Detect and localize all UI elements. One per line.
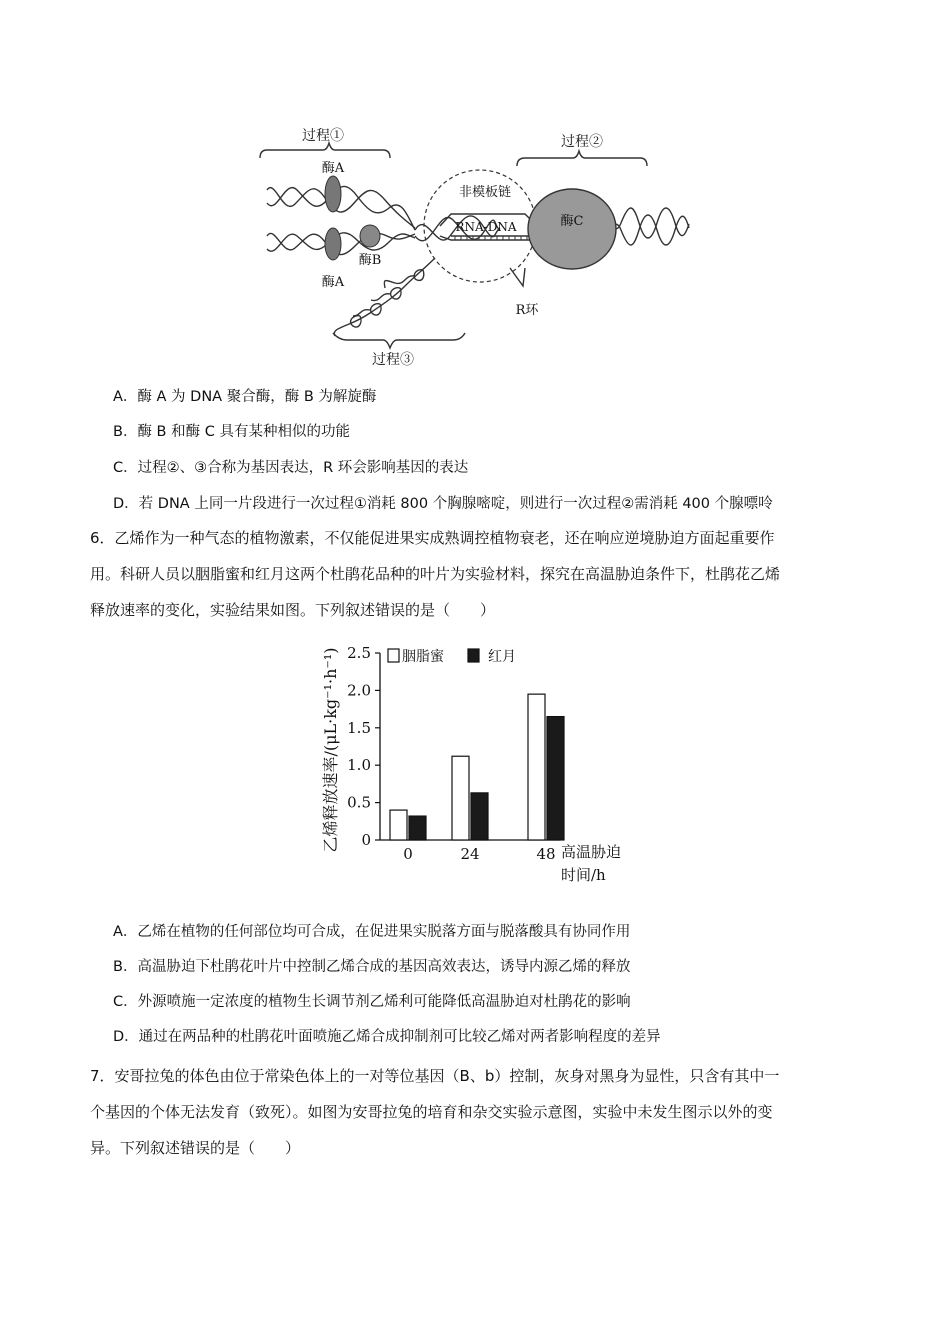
q5-diagram: [255, 118, 705, 373]
legend-swatch-hongyue: [468, 649, 479, 662]
q5-option-a: A．酶 A 为 DNA 聚合酶，酶 B 为解旋酶: [113, 389, 377, 405]
bar-hongyue-48: [547, 717, 564, 840]
enzyme-a-top-label: 酶A: [321, 161, 345, 176]
process2-label: 过程②: [561, 134, 603, 150]
x-tick-label: 24: [460, 845, 480, 863]
q6-option-b: B．高温胁迫下杜鹃花叶片中控制乙烯合成的基因高效表达，诱导内源乙烯的释放: [113, 959, 631, 975]
legend-label-hongyue: 红月: [488, 649, 516, 665]
x-tick-label: 48: [536, 845, 556, 863]
q6-option-d: D．通过在两品种的杜鹃花叶面喷施乙烯合成抑制剂可比较乙烯对两者影响程度的差异: [113, 1029, 661, 1045]
q5-option-b: B．酶 B 和酶 C 具有某种相似的功能: [113, 424, 350, 440]
r-loop-label: R环: [515, 303, 539, 318]
y-tick-label: 0.5: [347, 793, 371, 812]
q6-stem-line: 用。科研人员以胭脂蜜和红月这两个杜鹃花品种的叶片为实验材料，探究在高温胁迫条件下，杜鹃花乙烯: [90, 565, 781, 583]
non-template-label: 非模板链: [458, 185, 512, 200]
bar-yanzhimi-0: [390, 810, 407, 840]
bar-yanzhimi-24: [452, 756, 469, 840]
process3-label: 过程③: [372, 352, 414, 368]
y-tick-label: 2.0: [347, 681, 371, 700]
y-tick-label: 0: [361, 831, 371, 849]
q6-stem-line: 释放速率的变化，实验结果如图。下列叙述错误的是（ ）: [90, 601, 496, 619]
legend-swatch-yanzhimi: [388, 649, 399, 662]
legend-label-yanzhimi: 胭脂蜜: [402, 649, 444, 665]
y-tick-label: 2.5: [347, 644, 371, 662]
process1-label: 过程①: [302, 128, 344, 144]
q6-option-a: A．乙烯在植物的任何部位均可合成，在促进果实脱落方面与脱落酸具有协同作用: [113, 924, 631, 940]
q6-stem: [90, 520, 870, 628]
q5-option-c: C．过程②、③合称为基因表达，R 环会影响基因的表达: [113, 460, 469, 476]
bar-hongyue-0: [409, 816, 426, 840]
q7-stem-line: 异。下列叙述错误的是（ ）: [90, 1139, 301, 1157]
q7-stem: [90, 1058, 870, 1166]
y-tick-label: 1.5: [347, 718, 371, 737]
chart-xlabel-line2: 时间/h: [561, 866, 606, 884]
rna-dna-label: RNA-DNA: [455, 220, 517, 234]
q6-stem-line: 6．乙烯作为一种气态的植物激素，不仅能促进果实成熟调控植物衰老，还在响应逆境胁迫方面起重要作: [90, 529, 775, 547]
bar-yanzhimi-48: [528, 694, 545, 840]
q7-stem-line: 7．安哥拉兔的体色由位于常染色体上的一对等位基因（B、b）控制，灰身对黑身为显性，只含有其中一: [90, 1067, 780, 1085]
chart-ylabel: 乙烯释放速率/(μL·kg⁻¹·h⁻¹): [321, 647, 340, 853]
q5-option-d: D．若 DNA 上同一片段进行一次过程①消耗 800 个胸腺嘧啶，则进行一次过程②需消耗 400 个腺嘌呤: [113, 496, 773, 512]
q6-option-c: C．外源喷施一定浓度的植物生长调节剂乙烯利可能降低高温胁迫对杜鹃花的影响: [113, 994, 631, 1010]
enzyme-b-label: 酶B: [358, 253, 382, 268]
enzyme-c-label: 酶C: [560, 214, 584, 229]
bar-hongyue-24: [471, 793, 488, 840]
chart-xlabel-line1: 高温胁迫: [561, 843, 622, 861]
q6-bar-chart: [318, 640, 638, 885]
x-tick-label: 0: [403, 845, 413, 863]
y-tick-label: 1.0: [347, 756, 371, 775]
q7-stem-line: 个基因的个体无法发育（致死）。如图为安哥拉兔的培育和杂交实验示意图，实验中未发生图示以外的变: [90, 1103, 773, 1121]
enzyme-a-bottom-label: 酶A: [321, 275, 345, 290]
